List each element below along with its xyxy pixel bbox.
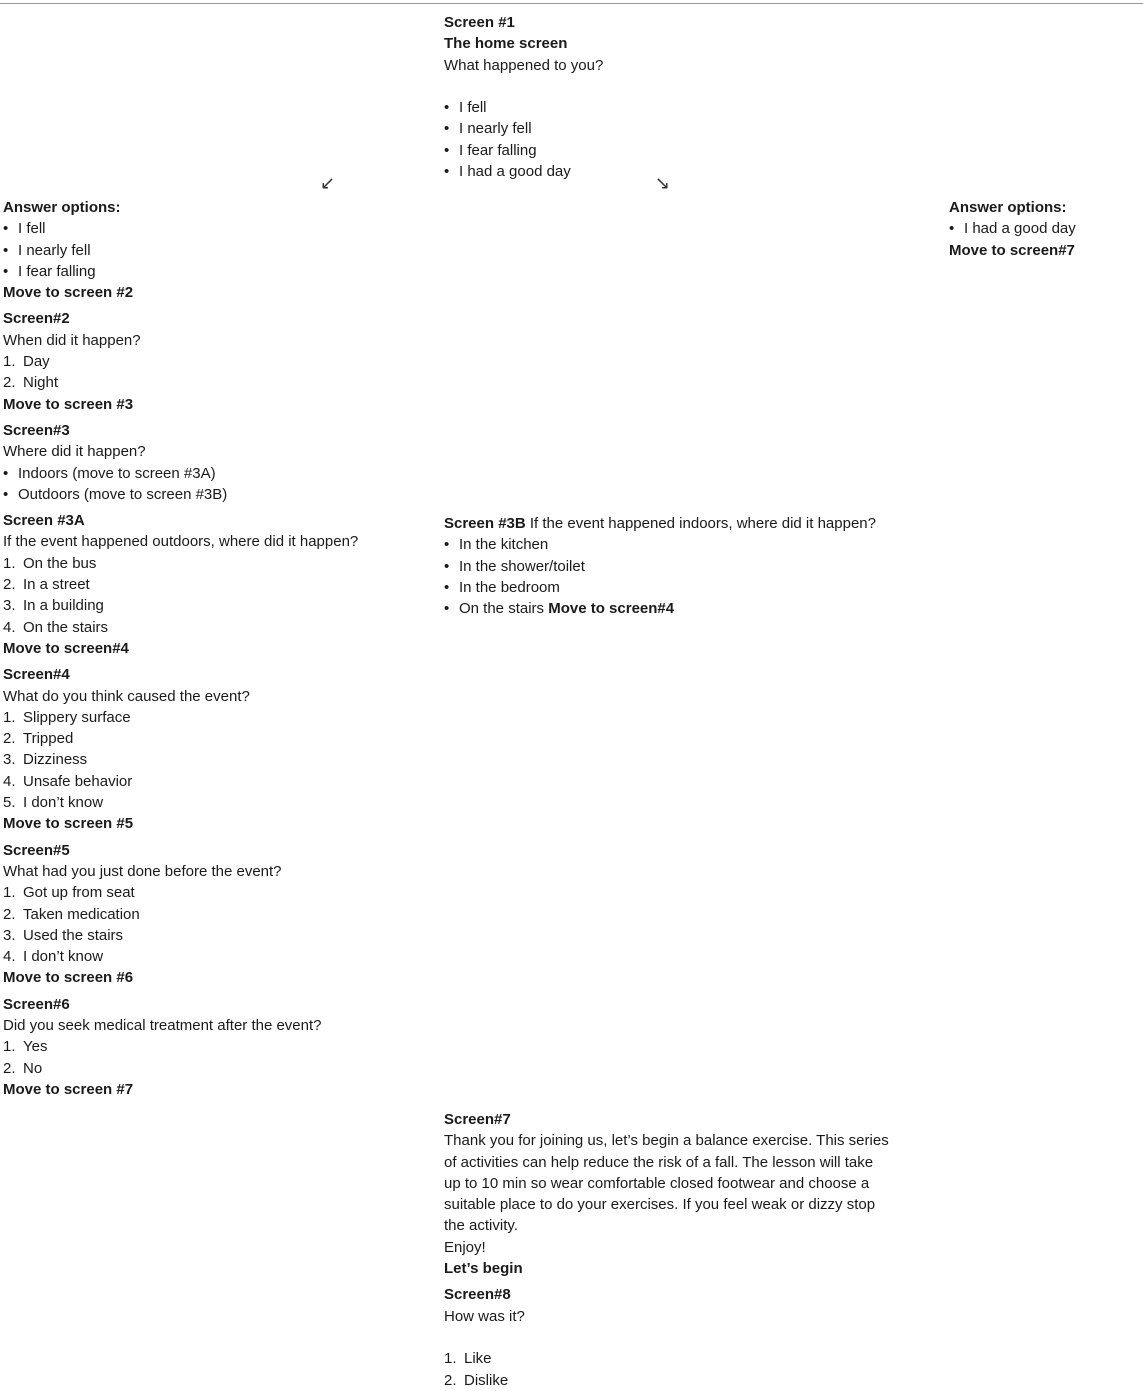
screen3b-block <box>444 513 876 619</box>
screen4-options <box>3 707 358 813</box>
list-item: 2. Taken medication <box>3 905 140 923</box>
screen8-block <box>444 1284 889 1390</box>
screen8-title: Screen#8 <box>444 1286 511 1304</box>
list-item: • I fear falling <box>3 261 358 282</box>
list-item: • I fear falling <box>444 140 603 161</box>
screen3a-title: Screen #3A <box>3 512 85 530</box>
screen2-question: When did it happen? <box>3 331 141 349</box>
list-item: 1. Day <box>3 353 50 371</box>
screen5-options <box>3 882 358 967</box>
screen7-enjoy: Enjoy! <box>444 1238 486 1256</box>
list-item: 3. Dizziness <box>3 751 88 769</box>
move-to-screen-6: Move to screen #6 <box>3 969 134 987</box>
move-to-screen-4: Move to screen#4 <box>3 639 129 657</box>
screen4-question: What do you think caused the event? <box>3 687 250 705</box>
move-to-screen-3: Move to screen #3 <box>3 395 134 413</box>
screen7-title: Screen#7 <box>444 1111 511 1128</box>
move-to-screen-4: Move to screen#4 <box>548 600 675 618</box>
lets-begin-label: Let’s begin <box>444 1260 523 1278</box>
screen7-text-line: the activity. <box>444 1217 518 1235</box>
list-item: 1. Like <box>444 1350 492 1368</box>
left-branch-options <box>3 218 358 282</box>
list-item: • Indoors (move to screen #3A) <box>3 463 358 484</box>
move-to-screen-7: Move to screen #7 <box>3 1080 134 1098</box>
screen3b-header <box>444 513 876 534</box>
list-item: • I nearly fell <box>3 240 358 261</box>
arrow-down-right-icon: ↘ <box>655 173 671 193</box>
screen7-text-line: of activities can help reduce the risk of a fall. The lesson will take <box>444 1153 874 1171</box>
list-item: • In the bedroom <box>444 577 876 598</box>
screen6-block <box>3 994 358 1100</box>
answer-options-heading: Answer options: <box>3 199 121 216</box>
screen3-question: Where did it happen? <box>3 443 146 461</box>
screen7-text-line: Thank you for joining us, let’s begin a balance exercise. This series <box>444 1132 889 1150</box>
move-to-screen-2: Move to screen #2 <box>3 284 134 302</box>
list-item: 2. In a street <box>3 576 90 594</box>
list-item: • I fell <box>3 218 358 239</box>
top-rule <box>0 3 1143 4</box>
list-item: • I fell <box>444 97 603 118</box>
screen3a-options <box>3 553 358 638</box>
screen2-options <box>3 351 358 394</box>
screen3-options <box>3 463 358 506</box>
list-item: • In the shower/toilet <box>444 556 876 577</box>
list-item: • In the kitchen <box>444 534 876 555</box>
screen3a-block <box>3 510 358 659</box>
list-item: 1. On the bus <box>3 554 97 572</box>
list-item: 1. Yes <box>3 1038 48 1056</box>
list-item: 2. Tripped <box>3 730 74 748</box>
screen3-block <box>3 420 358 505</box>
list-item: 1. Slippery surface <box>3 708 131 726</box>
arrow-down-left-icon: ↙ <box>320 173 336 193</box>
screen4-title: Screen#4 <box>3 666 70 684</box>
list-item: • I had a good day <box>444 161 603 182</box>
list-item: 3. Used the stairs <box>3 926 124 944</box>
right-branch-options <box>949 218 1076 239</box>
screen3b-title: Screen #3B <box>444 515 526 532</box>
screen1-options <box>444 97 603 182</box>
move-to-screen-5: Move to screen #5 <box>3 815 134 833</box>
list-item: • I nearly fell <box>444 118 603 139</box>
screen7-block <box>444 1109 889 1391</box>
list-item: 1. Got up from seat <box>3 884 135 902</box>
screen4-block <box>3 664 358 834</box>
screen1-title: Screen #1 <box>444 14 515 31</box>
screen2-title: Screen#2 <box>3 310 70 328</box>
list-item: 4. Unsafe behavior <box>3 772 133 790</box>
screen8-options <box>444 1348 889 1391</box>
right-branch <box>949 197 1076 261</box>
left-column <box>3 197 358 1100</box>
screen5-block <box>3 840 358 989</box>
screen3b-options <box>444 534 876 619</box>
list-item: 2. No <box>3 1059 43 1077</box>
screen3b-question: If the event happened indoors, where did it happen? <box>529 515 876 532</box>
list-item: 4. I don’t know <box>3 948 104 966</box>
list-item: 2. Night <box>3 374 59 392</box>
list-item: • On the stairs Move to screen#4 <box>444 598 876 619</box>
screen8-question: How was it? <box>444 1307 525 1325</box>
screen5-title: Screen#5 <box>3 841 70 859</box>
screen3a-question: If the event happened outdoors, where did it happen? <box>3 533 359 551</box>
screen6-title: Screen#6 <box>3 995 70 1013</box>
list-item: 4. On the stairs <box>3 618 109 636</box>
move-to-screen-7: Move to screen#7 <box>949 241 1075 259</box>
left-branch <box>3 197 358 303</box>
answer-options-heading: Answer options: <box>949 199 1067 216</box>
screen7-text-line: up to 10 min so wear comfortable closed footwear and choose a <box>444 1174 870 1192</box>
list-item: • I had a good day <box>949 218 1076 239</box>
screen2-block <box>3 308 358 414</box>
screen3-title: Screen#3 <box>3 421 70 439</box>
screen6-options <box>3 1036 358 1079</box>
list-item: 2. Dislike <box>444 1371 509 1389</box>
screen5-question: What had you just done before the event? <box>3 862 282 880</box>
screen1-question: What happened to you? <box>444 56 604 74</box>
list-item: 5. I don’t know <box>3 794 104 812</box>
screen1-subtitle: The home screen <box>444 35 568 53</box>
list-item: • Outdoors (move to screen #3B) <box>3 484 358 505</box>
screen7-text-line: suitable place to do your exercises. If you feel weak or dizzy stop <box>444 1196 876 1214</box>
list-item: 3. In a building <box>3 597 104 615</box>
screen6-question: Did you seek medical treatment after the event? <box>3 1016 322 1034</box>
screen1-block <box>444 12 603 182</box>
